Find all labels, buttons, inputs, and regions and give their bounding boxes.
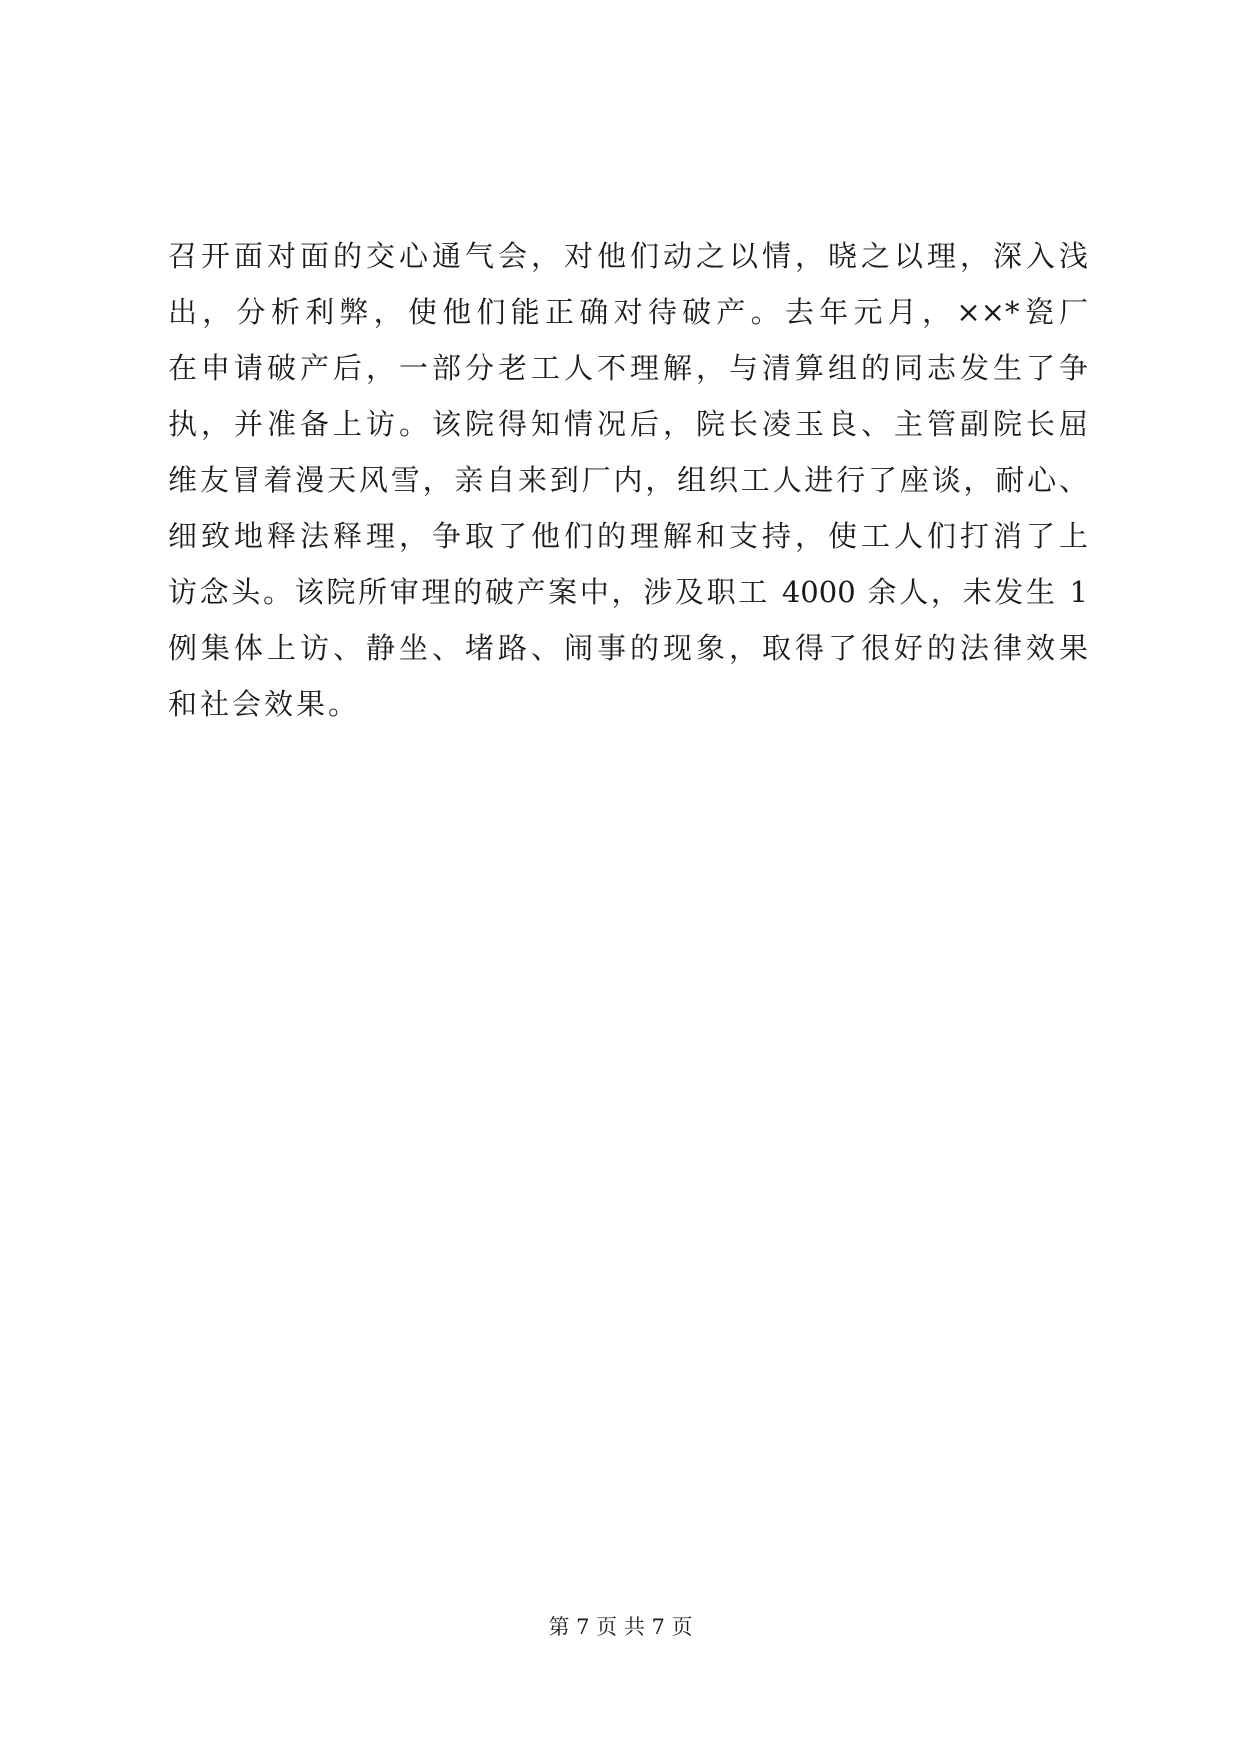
paragraph-line: 例集体上访、静坐、堵路、闹事的现象，取得了很好的法律效果 [168, 631, 1088, 665]
paragraph-line: 维友冒着漫天风雪，亲自来到厂内，组织工人进行了座谈，耐心、 [168, 463, 1088, 497]
paragraph-line: 在申请破产后，一部分老工人不理解，与清算组的同志发生了争 [168, 351, 1088, 385]
paragraph-line: 出，分析利弊，使他们能正确对待破产。去年元月，××*瓷厂 [168, 295, 1088, 329]
paragraph-line: 执，并准备上访。该院得知情况后，院长凌玉良、主管副院长屈 [168, 407, 1088, 441]
body-paragraph [168, 228, 1088, 732]
page-number-footer: 第 7 页 共 7 页 [548, 1615, 693, 1639]
paragraph-line: 召开面对面的交心通气会，对他们动之以情，晓之以理，深入浅 [168, 239, 1088, 273]
paragraph-line: 细致地释法释理，争取了他们的理解和支持，使工人们打消了上 [168, 519, 1088, 553]
paragraph-line: 访念头。该院所审理的破产案中，涉及职工 4000 余人，未发生 1 [168, 575, 1088, 609]
paragraph-line: 和社会效果。 [168, 687, 361, 721]
